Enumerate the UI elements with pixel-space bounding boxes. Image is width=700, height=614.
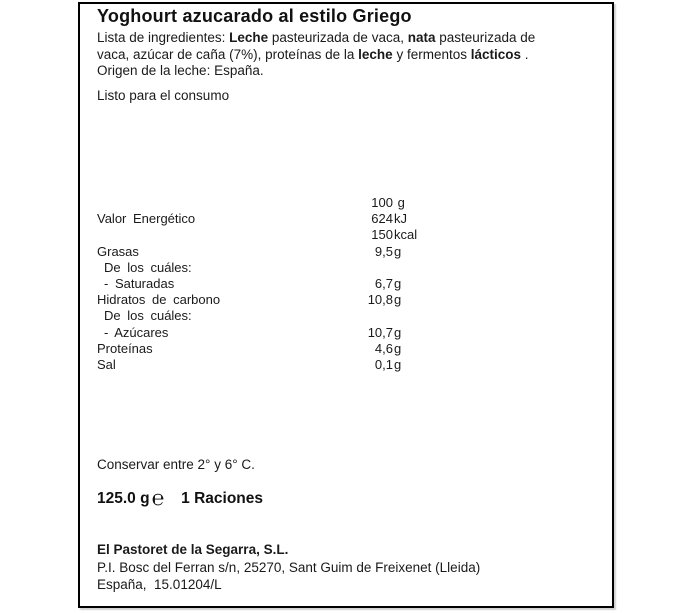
nutrient-unit: g	[394, 292, 402, 308]
manufacturer-country-lot: España, 15.01204/L	[97, 577, 222, 592]
ingredient-segment: y fermentos	[392, 46, 471, 62]
ingredient-segment: . Origen de la leche: España.	[97, 46, 529, 78]
nutrient-value	[347, 357, 401, 372]
ingredient-emphasized: leche	[358, 46, 393, 62]
ready-to-eat-text: Listo para el consumo	[97, 88, 230, 103]
nutrient-value	[347, 244, 401, 259]
nutrient-label: Grasas	[97, 243, 139, 259]
nutrition-row-3	[97, 260, 497, 276]
nutrient-label: Hidratos de carbono	[97, 292, 221, 308]
nutrient-unit: g	[394, 324, 402, 340]
net-weight-line	[97, 487, 263, 511]
nutrient-amount: 9,5	[374, 243, 393, 259]
nutrient-value	[347, 195, 405, 210]
nutrition-row-1	[97, 227, 497, 243]
manufacturer-name: El Pastoret de la Segarra, S.L.	[97, 542, 289, 557]
product-title: Yoghourt azucarado al estilo Griego	[97, 6, 412, 26]
nutrient-label: Valor Energético	[97, 211, 196, 227]
ingredients-text	[97, 30, 567, 80]
nutrition-row-9	[97, 357, 497, 373]
nutrition-row-header	[97, 195, 497, 211]
nutrient-label: Sal	[97, 356, 116, 372]
nutrient-unit: g	[394, 243, 402, 259]
servings-count: 1 Raciones	[181, 490, 264, 507]
nutrient-value	[347, 292, 401, 307]
nutrient-amount: 100	[371, 195, 393, 210]
nutrient-value	[347, 227, 417, 242]
nutrient-amount: 6,7	[374, 275, 393, 291]
ingredient-segment: Lista de ingredientes:	[97, 30, 230, 45]
nutrient-value	[347, 341, 401, 356]
nutrient-label: De los cuáles:	[104, 259, 192, 275]
nutrient-unit: g	[394, 340, 402, 356]
nutrient-label: Proteínas	[97, 340, 153, 356]
nutrient-value	[347, 325, 401, 340]
nutrient-unit: kcal	[394, 227, 418, 243]
nutrient-value	[347, 276, 401, 291]
ingredient-segment: pasteurizada de vaca, azúcar de caña (7%), proteínas de la	[97, 30, 536, 62]
manufacturer-address: P.I. Bosc del Ferran s/n, 25270, Sant Guim de Freixenet (Lleida)	[97, 559, 481, 575]
nutrient-amount: 10,8	[367, 292, 393, 308]
nutrient-amount: 150	[371, 227, 393, 243]
nutrient-value	[347, 211, 407, 226]
storage-instructions: Conservar entre 2° y 6° C.	[97, 457, 255, 472]
nutrition-row-0	[97, 211, 497, 227]
nutrient-amount: 10,7	[367, 324, 393, 340]
nutrient-unit: kJ	[394, 211, 407, 227]
net-weight-value: 125.0 g	[97, 490, 150, 507]
ingredient-emphasized: Leche	[229, 30, 269, 45]
nutrition-row-2	[97, 244, 497, 260]
nutrition-table	[97, 195, 497, 373]
ingredient-emphasized: lácticos	[470, 46, 521, 62]
nutrition-row-7	[97, 325, 497, 341]
manufacturer-block	[97, 541, 480, 594]
nutrient-label: - Saturadas	[104, 275, 175, 291]
ingredient-segment: pasteurizada de vaca,	[268, 30, 408, 45]
nutrient-unit: g	[394, 356, 402, 372]
nutrient-amount: 0,1	[374, 356, 393, 372]
nutrient-label: De los cuáles:	[104, 308, 192, 324]
nutrient-amount: 4,6	[374, 340, 393, 356]
label-border-box	[78, 2, 614, 608]
nutrient-label: - Azúcares	[104, 324, 169, 340]
nutrition-row-8	[97, 341, 497, 357]
nutrition-row-4	[97, 276, 497, 292]
nutrient-amount: 624	[371, 211, 393, 227]
nutrition-row-5	[97, 292, 497, 308]
nutrient-unit: g	[394, 195, 405, 210]
ingredient-emphasized: nata	[407, 30, 436, 45]
estimated-sign-icon: ℮	[151, 486, 165, 510]
nutrient-unit: g	[394, 275, 402, 291]
nutrition-row-6	[97, 308, 497, 324]
